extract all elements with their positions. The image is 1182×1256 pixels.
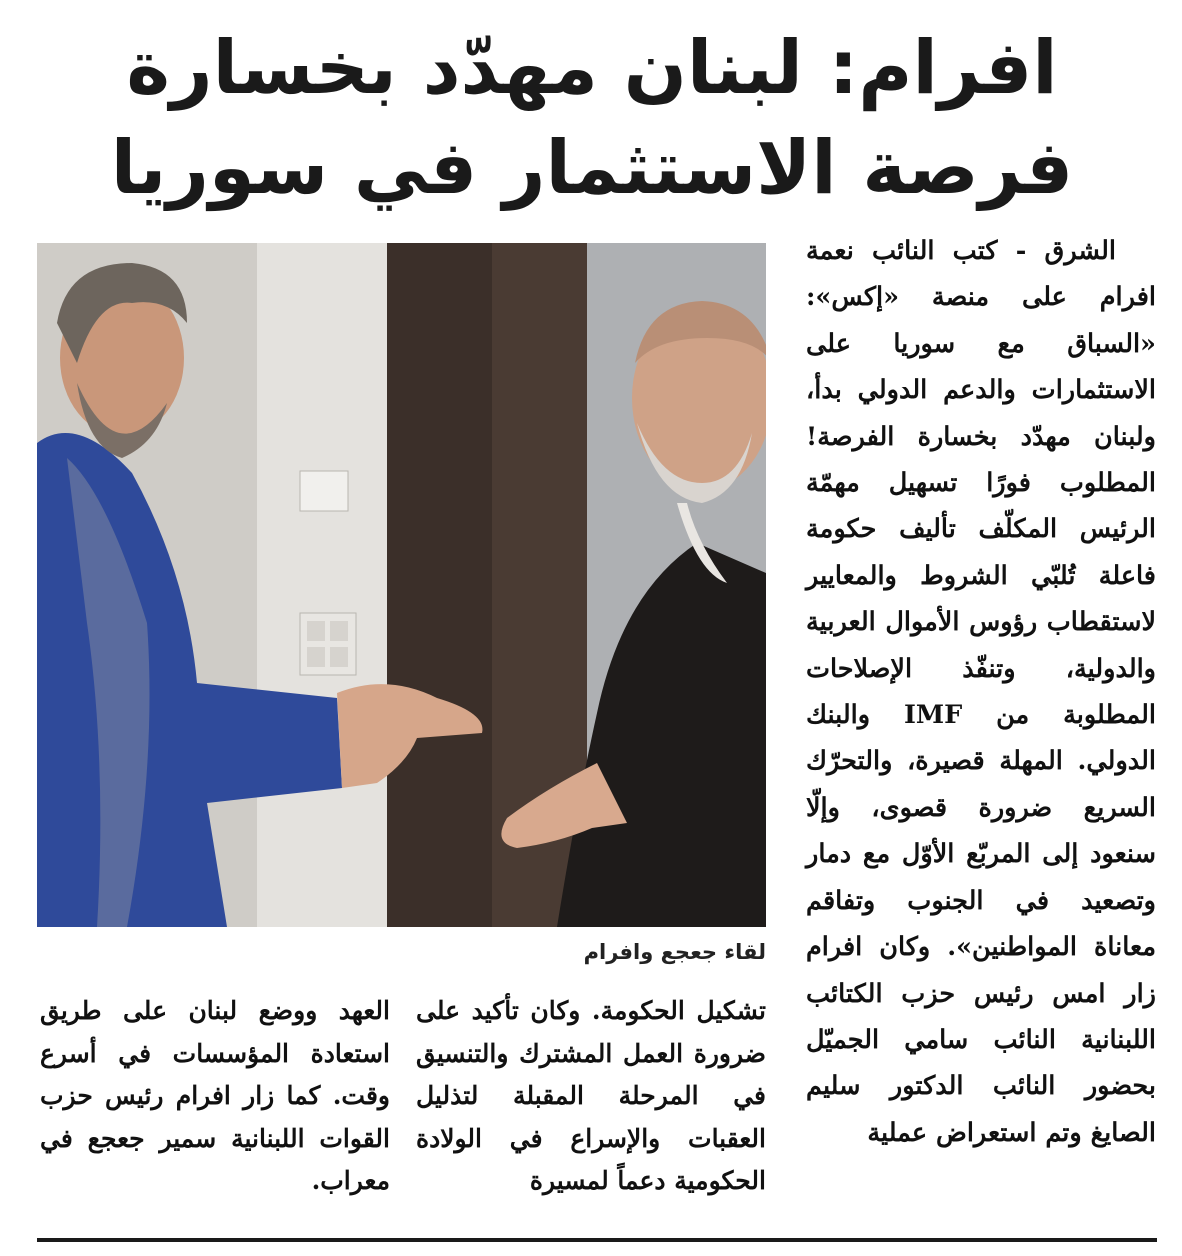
article-text-left: العهد ووضع لبنان على طريق استعادة المؤسسات في أسرع وقت. كما زار افرام رئيس حزب القوات اللبنانية سمير جعجع في معراب. <box>40 996 390 1195</box>
article-text-middle: تشكيل الحكومة. وكان تأكيد على ضرورة العمل المشترك والتنسيق في المرحلة المقبلة لتذليل العقبات والإسراع في الولادة الحكومية دعماً لمسيرة <box>416 996 766 1195</box>
photo-caption: لقاء جعجع وافرام <box>583 940 766 964</box>
news-photo <box>37 243 766 927</box>
article-column-left <box>40 990 390 1203</box>
bottom-rule <box>37 1238 1157 1242</box>
article-column-right <box>806 228 1156 1228</box>
headline-line-1: افرام: لبنان مهدّد بخسارة <box>126 25 1058 111</box>
headline-line-2: فرصة الاستثمار في سوريا <box>110 125 1074 211</box>
headline <box>30 18 1154 218</box>
article-column-middle <box>416 990 766 1203</box>
article-text-right: الشرق - كتب النائب نعمة افرام على منصة «إكس»: «السباق مع سوريا على الاستثمارات والدعم الدولي بدأ، ولبنان مهدّد بخسارة الفرصة! المطلوب فورًا تسهيل مهمّة الرئيس المكلّف تأليف حكومة فاعلة تُلبّي الشروط والمعايير لاستقطاب رؤوس الأموال العربية والدولية، وتنفّذ الإصلاحات المطلوبة من IMF والبنك الدولي. المهلة قصيرة، والتحرّك السريع ضرورة قصوى، وإلّا سنعود إلى المربّع الأوّل مع دمار وتصعيد في الجنوب وتفاقم معاناة المواطنين». وكان افرام زار امس رئيس حزب الكتائب اللبنانية النائب سامي الجميّل بحضور النائب الدكتور سليم الصايغ وتم استعراض عملية <box>806 236 1156 1148</box>
